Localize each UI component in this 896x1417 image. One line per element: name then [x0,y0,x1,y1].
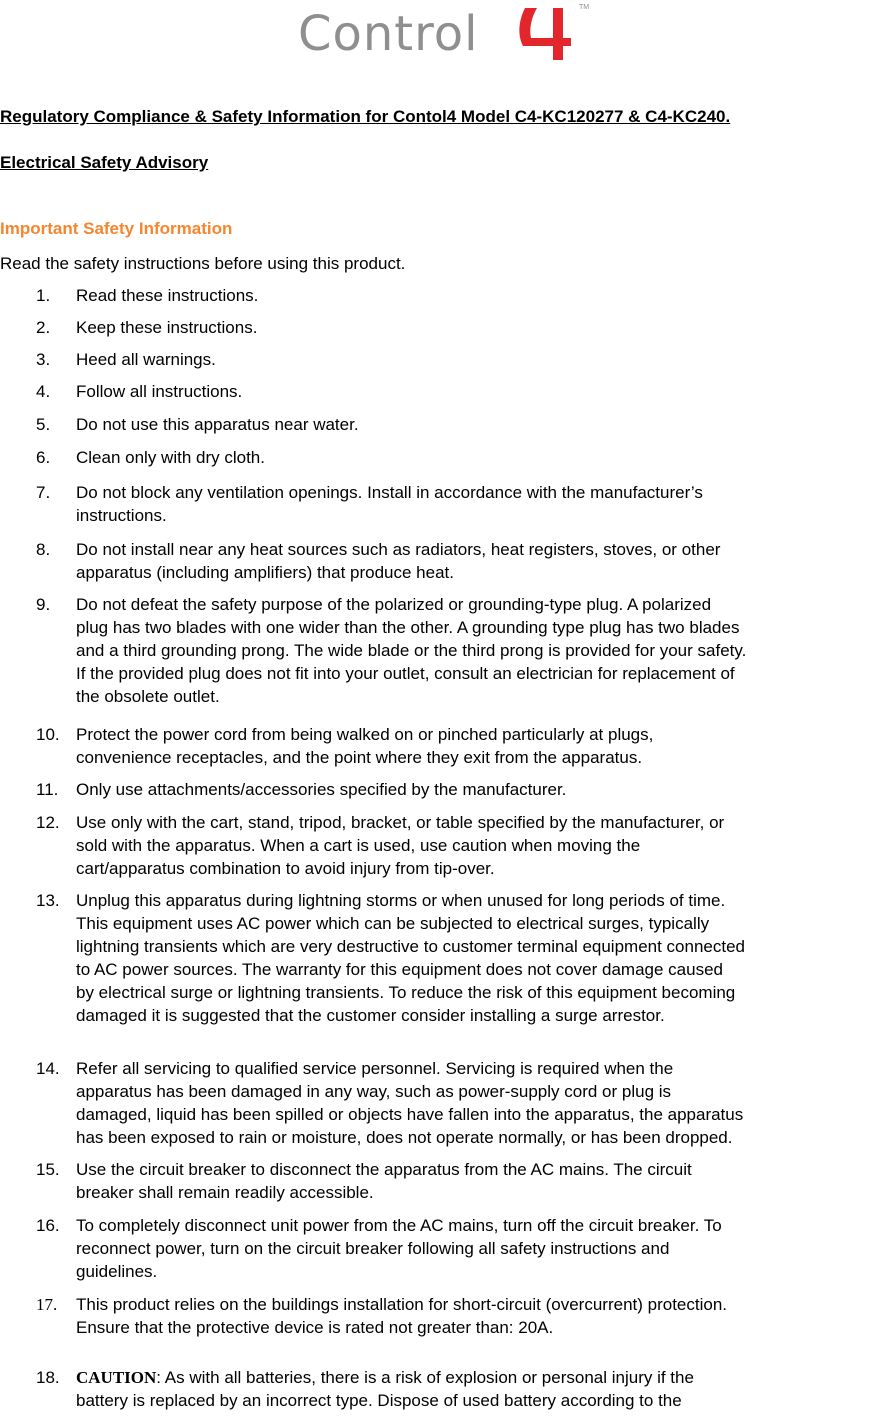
item-number: 11. [36,780,59,799]
item-number: 4. [36,382,51,401]
item-text: Clean only with dry cloth. [76,448,265,467]
section-title: Electrical Safety Advisory [0,153,209,172]
item-number: 12. [36,813,60,832]
item-text: reconnect power, turn on the circuit breaker following all safety instructions and [76,1239,670,1258]
item-text: Refer all servicing to qualified service personnel. Servicing is required when the [76,1059,674,1078]
item-text: Protect the power cord from being walked on or pinched particularly at plugs, [76,725,654,744]
caution-label: CAUTION [76,1368,157,1387]
item-text: guidelines. [76,1262,158,1281]
item-text: Ensure that the protective device is rated not greater than: 20A. [76,1318,554,1337]
item-text: To completely disconnect unit power from the AC mains, turn off the circuit breaker. To [76,1216,722,1235]
item-number: 3. [36,350,51,369]
item-text: If the provided plug does not fit into your outlet, consult an electrician for replacement of [76,664,735,683]
trademark-mark: TM [579,4,590,11]
item-text: has been exposed to rain or moisture, does not operate normally, or has been dropped. [76,1128,733,1147]
item-number: 7. [36,483,51,502]
item-text: This product relies on the buildings installation for short-circuit (overcurrent) protection. [76,1295,728,1314]
item-text: damaged it is suggested that the customer consider installing a surge arrestor. [76,1006,665,1025]
item-number: 14. [36,1059,60,1078]
item-text: sold with the apparatus. When a cart is used, use caution when moving the [76,836,641,855]
intro-text: Read the safety instructions before using this product. [0,254,406,273]
item-text: Do not defeat the safety purpose of the polarized or grounding-type plug. A polarized [76,595,712,614]
item-text: Use only with the cart, stand, tripod, bracket, or table specified by the manufacturer, or [76,813,725,832]
item-text: Do not block any ventilation openings. Install in accordance with the manufacturer’s [76,483,703,502]
item-text: Only use attachments/accessories specified by the manufacturer. [76,780,567,799]
item-number: 9. [36,595,51,614]
item-number: 8. [36,540,51,559]
item-text: This equipment uses AC power which can be subjected to electrical surges, typically [76,914,710,933]
item-text: apparatus has been damaged in any way, such as power-supply cord or plug is [76,1082,672,1101]
item-number: 5. [36,415,51,434]
item-number: 1. [36,286,51,305]
item-text: damaged, liquid has been spilled or objects have fallen into the apparatus, the apparatus [76,1105,744,1124]
document-title: Regulatory Compliance & Safety Information for Contol4 Model C4-KC120277 & C4-KC240. [0,107,731,126]
item-text: Keep these instructions. [76,318,258,337]
important-safety-heading: Important Safety Information [0,219,233,238]
item-text: Do not use this apparatus near water. [76,415,359,434]
control4-logo [298,2,598,64]
item-number: 15. [36,1160,60,1179]
item-text: the obsolete outlet. [76,687,220,706]
item-number: 10. [36,725,60,744]
item-text: apparatus (including amplifiers) that produce heat. [76,563,454,582]
logo-four-mark [511,2,581,64]
item-number: 16. [36,1216,60,1235]
item-text: to AC power sources. The warranty for this equipment does not cover damage caused [76,960,723,979]
item-text: lightning transients which are very destructive to customer terminal equipment connected [76,937,746,956]
item-text: Use the circuit breaker to disconnect the apparatus from the AC mains. The circuit [76,1160,692,1179]
logo-wordmark: Control [298,6,479,62]
item-text: battery is replaced by an incorrect type. Dispose of used battery according to the [76,1391,682,1410]
item-text: plug has two blades with one wider than the other. A grounding type plug has two blades [76,618,740,637]
item-text: instructions. [76,506,167,525]
item-number: 18. [36,1368,60,1387]
item-text: cart/apparatus combination to avoid injury from tip-over. [76,859,495,878]
item-text: Read these instructions. [76,286,259,305]
item-number: 6. [36,448,51,467]
item-text: Follow all instructions. [76,382,243,401]
item-number: 17. [36,1295,58,1314]
item-number: 13. [36,891,60,910]
item-text: and a third grounding prong. The wide blade or the third prong is provided for your safety. [76,641,747,660]
item-text: : As with all batteries, there is a risk of explosion or personal injury if the [156,1368,694,1387]
item-text: Unplug this apparatus during lightning storms or when unused for long periods of time. [76,891,726,910]
item-text: by electrical surge or lightning transients. To reduce the risk of this equipment becoming [76,983,736,1002]
item-text: Do not install near any heat sources such as radiators, heat registers, stoves, or other [76,540,721,559]
item-number: 2. [36,318,51,337]
item-text: Heed all warnings. [76,350,216,369]
item-text: convenience receptacles, and the point where they exit from the apparatus. [76,748,643,767]
item-text: breaker shall remain readily accessible. [76,1183,374,1202]
